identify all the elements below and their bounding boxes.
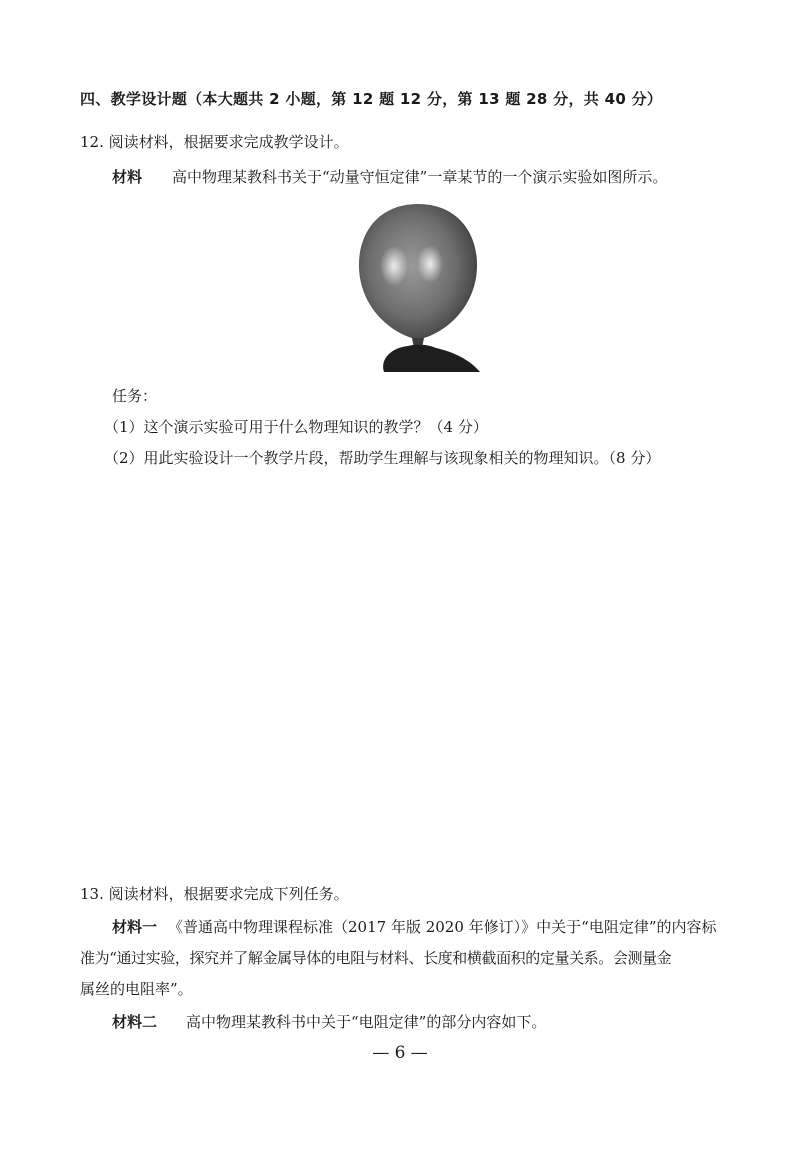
q12-task-2: （2）用此实验设计一个教学片段，帮助学生理解与该现象相关的物理知识。（8 分）: [104, 449, 661, 467]
balloon-icon: [350, 200, 486, 372]
q12-task-label: 任务：: [112, 387, 158, 405]
q13-material2-label: 材料二: [112, 1013, 158, 1031]
q12-material-label: 材料: [112, 168, 143, 186]
page-number: — 6 —: [372, 1043, 428, 1063]
section-heading: 四、教学设计题（本大题共 2 小题，第 12 题 12 分，第 13 题 28 分，共 40 分）: [80, 90, 663, 108]
q13-material2-text: 高中物理某教科书中关于“电阻定律”的部分内容如下。: [186, 1013, 547, 1031]
q12-task-1: （1）这个演示实验可用于什么物理知识的教学？（4 分）: [104, 418, 488, 436]
q13-material1-line-1: 《普通高中物理课程标准（2017 年版 2020 年修订）》中关于“电阻定律”的内容标: [168, 918, 717, 936]
q12-material-text: 高中物理某教科书关于“动量守恒定律”一章某节的一个演示实验如图所示。: [172, 168, 668, 186]
q13-material1-line-3: 属丝的电阻率”。: [80, 980, 193, 998]
q13-material1-line-2: 准为“通过实验，探究并了解金属导体的电阻与材料、长度和横截面积的定量关系。会测量金: [80, 949, 672, 967]
q12-stem: 12. 阅读材料，根据要求完成教学设计。: [80, 133, 349, 151]
q13-material1-label: 材料一: [112, 918, 158, 936]
q13-stem: 13. 阅读材料，根据要求完成下列任务。: [80, 885, 349, 903]
balloon-photo: [350, 200, 486, 372]
